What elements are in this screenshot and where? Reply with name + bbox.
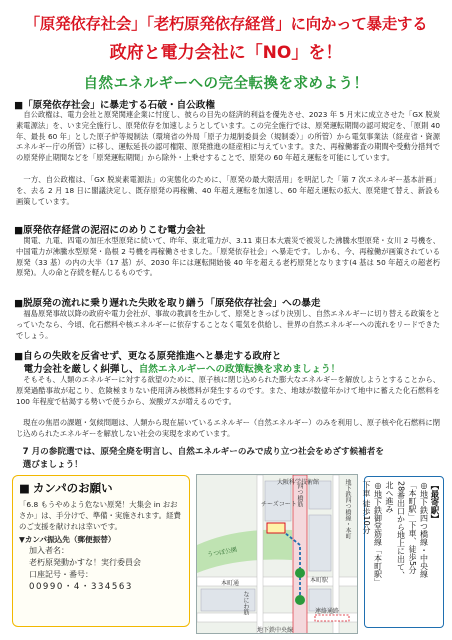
map-label-science-museum: 大阪科学技術館 xyxy=(277,479,320,486)
campaign-title-row xyxy=(19,480,183,496)
fund-heading: ▼カンパ振込先（郵便振替） xyxy=(19,535,116,544)
fund-name: 老朽原発動かすな！実行委員会 xyxy=(29,558,141,567)
access-line: ◎地下鉄四つ橋線・中央線 xyxy=(419,481,429,578)
map-label-yotsubashi: 四つ橋筋 xyxy=(296,483,303,507)
building-block-2 xyxy=(309,515,331,571)
map-label-exit: 地下鉄四つ橋線・本町 xyxy=(344,479,351,539)
section-2-paragraph-1: 関電、九電、四電の加圧水型原発に続いて、昨年、東北電力が、3.11 東日本大震災で被災した沸騰水型原発・女川 2 号機を、中国電力が沸騰水型原発・島根 2 号機を再稼働させました。「原発依存社会」へ暴走です。しかも、今、再稼働が画策されている原発（33 基）の内の大半（17 基）が、2030 年には運転開始後 40 年を超える老朽原発となります(4 基は 50 年超えの超老朽原発)。人の命と存続を軽んじるものです。 xyxy=(16,236,440,278)
access-columns xyxy=(362,481,440,623)
campaign-title: カンパのお願い xyxy=(32,481,113,495)
section-4-title-line1: ■自らの失敗を反省せず、更なる原発推進へと暴走する政府と xyxy=(14,351,282,362)
section-4-paragraph-1: そもそも、人類のエネルギーに対する欲望のために、原子核に閉じ込められた膨大なエネルギーを解放しようとすることから、原発過酷事故が起こり、危険極まりない使用済み核燃料が発生するのです。また、地球が数億年かけて地中に蓄えた化石燃料を 100 年程度で枯渇する勢いで使うから、炭酸ガスが増えるのです。 xyxy=(16,375,440,406)
station-box xyxy=(315,615,349,621)
map-label-passage: 連絡通路 xyxy=(315,608,340,615)
section-1-paragraph-1: 自公政権は、電力会社と原発関連企業に忖度し、彼らの目先の経済的利益を優先させ、2023 年 5 月末に成立させた「GX 脱炭素電源法」を、いま完全施行し、原発依存を加速しようとしています。この完全施行では、原発運転期間の認可規定を、「原則 40 年、最長 60 年」とした原子炉等規制法（環境省の外局「原子力規制委員会（規制委）」の所管）から電気事業法（経産省・資源エネルギー庁の所管）に移し、運転延長の認可権限、原発推進の経産相に与えています。また、再稼働審査の期間や受動分措判での原発停止期間などを「原発運転期間」から除外・上乗せすることで、原発の 60 年超え運転を可能にしています。 xyxy=(16,110,440,163)
access-line: 下車 徒歩10分 xyxy=(362,481,371,534)
venue-marker xyxy=(267,523,285,533)
access-line: ◎地下鉄御堂筋線「本町駅」 xyxy=(373,481,383,586)
map-label-naniwa: なにわ筋 xyxy=(242,591,249,615)
section-4-title-prefix: 電力会社を厳しく糾弾し、 xyxy=(14,364,139,375)
map-label-cheese: チーズコート xyxy=(261,501,297,508)
exit-circle-2 xyxy=(295,595,305,605)
square-bullet-icon: ■ xyxy=(19,481,30,495)
headline-line2: 政府と電力会社に「NO」を！ xyxy=(109,43,343,63)
access-heading: 【最寄駅】 xyxy=(430,481,440,523)
exit-circle-1 xyxy=(295,568,305,578)
headline-subtitle: 自然エネルギーへの完全転換を求めよう！ xyxy=(83,76,369,92)
access-line: 「本町駅」下車、徒歩5分 xyxy=(408,481,417,575)
fund-name-label: 加入者名： xyxy=(29,546,69,555)
section-3-title: ■脱原発の流れに乗り遅れた失敗を取り繕う「原発依存社会」への暴走 xyxy=(14,298,321,309)
section-4-title-line2 xyxy=(14,361,340,375)
section-1-paragraph-2: 一方、自公政権は、「GX 脱炭素電源法」の実態化のために、「原発の最大限活用」を明記した「第 7 次エネルギー基本計画」を、去る 2 月 18 日に閣議決定し、既存原発の再稼働、40 年超え運転を加速し、60 年超え運転の拡大、原発建て替え、新設も画策しています。 xyxy=(16,175,440,206)
fund-account: 00990・4・334563 xyxy=(29,582,133,592)
closing-appeal xyxy=(14,446,438,472)
closing-line1: 7 月の参院選では、原発全廃を明言し、自然エネルギーのみで成り立つ社会をめざす候補者を xyxy=(14,447,384,457)
section-3-paragraph-1: 福島原発事故以降の政府や電力会社が、事故の教訓を生かして、原発ときっぱり決別し、自然エネルギーに切り替える政策をとっていたなら、今頃、化石燃料や核エネルギーに依存することなく電気を供給し、世界の自然エネルギーへの流れをリードできたでしょう。 xyxy=(16,309,440,340)
map-label-station: 本町駅 xyxy=(310,577,329,584)
map-label-north-street: 本町通 xyxy=(221,580,240,587)
map-label-subway-line: 地下鉄中央線 xyxy=(257,627,294,634)
access-line: 北へ進み xyxy=(385,481,394,513)
access-box xyxy=(364,476,444,628)
venue-map xyxy=(196,474,358,634)
fund-code-label: 口座記号・番号： xyxy=(29,570,93,579)
map-label-park: うつぼ公園 xyxy=(206,546,238,559)
section-4-paragraph-2: 現在の焦眉の課題・気候問題は、人類から現在届いているエネルギー（自然エネルギー）のみを利用し、原子核や化石燃料に閉じ込められたエネルギーを解放しない社会の実現を求めています。 xyxy=(16,418,440,438)
campaign-box xyxy=(12,475,190,627)
access-line: 28番出口から地上に出て、 xyxy=(396,481,406,580)
headline-line1: 「原発依存社会」「老朽原発依存経営」に向かって暴走する xyxy=(24,15,428,33)
section-2-title: ■原発依存経営の泥沼にのめりこむ電力会社 xyxy=(14,225,206,236)
section-4-title-green: 自然エネルギーへの政策転換を求めましょう！ xyxy=(138,364,341,375)
closing-line2: 選びましょう！ xyxy=(14,460,83,470)
campaign-text: 「6.8 もうやめよう危ない原発！大集会 in おおさか」は、手分けで、準備・実施されます。経費のご支援を献けれは幸いです。 xyxy=(19,500,181,531)
section-1-title: ■「原発依存社会」に暴走する石破・自公政権 xyxy=(14,100,215,111)
